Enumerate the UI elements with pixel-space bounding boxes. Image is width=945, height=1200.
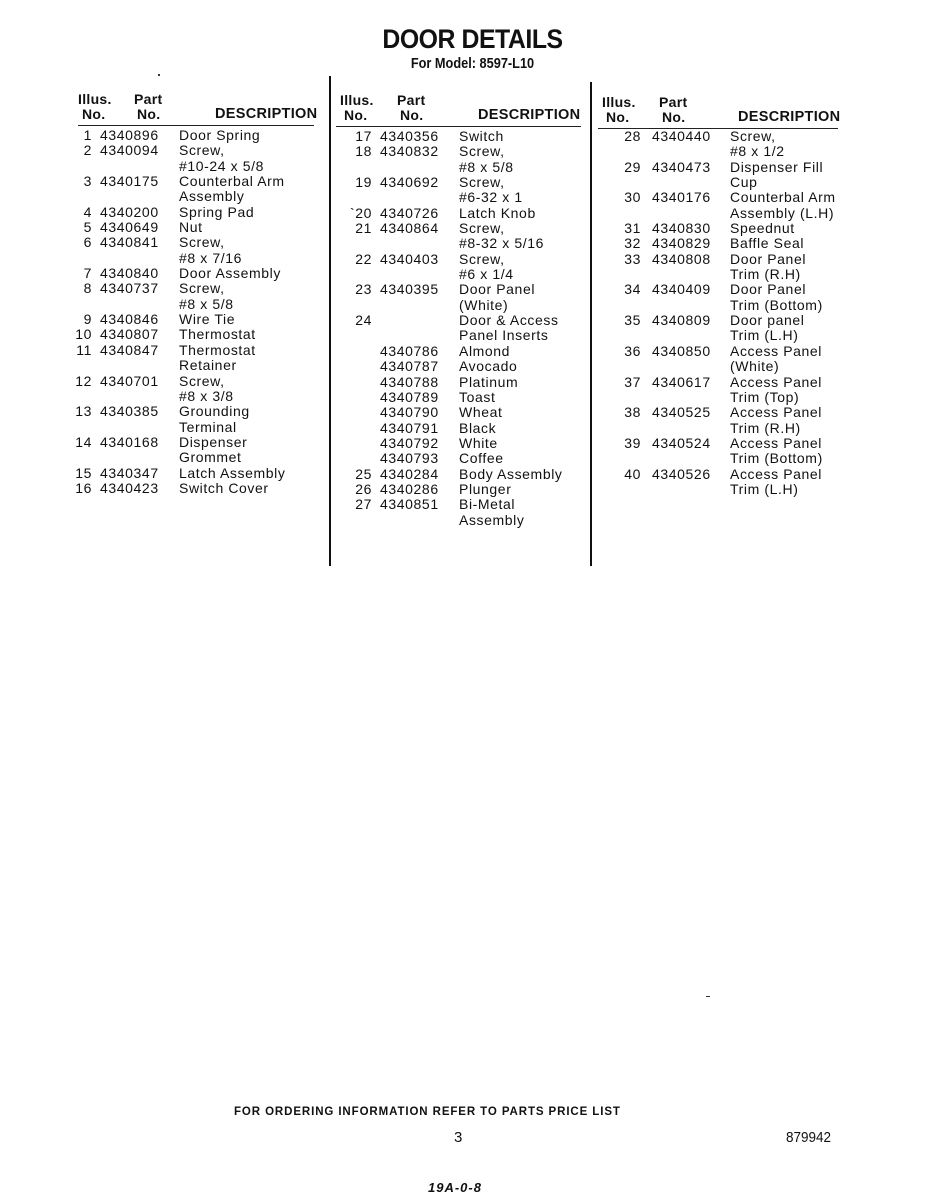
part-no-header-1: Part [134,91,163,107]
illus-number: 1 [83,127,92,143]
description-line: Trim (Bottom) [730,450,823,467]
description [730,467,822,498]
description-line: Wheat [459,404,503,421]
part-number: 4340808 [652,250,711,267]
part-number: 4340841 [100,234,159,251]
description [179,435,247,466]
illus-no-header-1: Illus. [78,91,112,107]
description-line: Platinum [459,373,519,390]
description-line: Cup [730,174,758,191]
description-line: White [459,434,498,451]
description-header: DESCRIPTION [738,109,841,125]
description [459,252,514,283]
scan-speck [158,74,160,76]
illus-number: 26 [355,480,372,497]
description-line: Assembly (L.H) [730,204,835,221]
part-number: 4340200 [100,203,159,220]
document-number: 879942 [786,1129,832,1146]
description-line: Screw, [459,174,505,191]
illus-no-header-2: No. [344,107,368,123]
part-number: 4340286 [380,480,439,497]
description-line: #6 x 1/4 [459,266,514,283]
part-number: 4340649 [100,219,159,236]
handwritten-note: 19A-0-8 [428,1180,482,1195]
illus-number: 19 [355,174,372,191]
description [179,327,256,342]
part-no-header-2: No. [662,109,686,125]
part-number: 4340526 [652,465,711,482]
description [179,312,235,327]
illus-number: 25 [355,465,372,482]
description [730,405,822,436]
description-line: Trim (Bottom) [730,296,823,313]
description [179,266,281,281]
description-line: Retainer [179,357,237,374]
illus-number: 35 [624,312,641,329]
description [179,235,242,266]
description-line: Door panel [730,312,805,329]
part-number: 4340175 [100,173,159,190]
description [179,466,285,481]
description [459,221,544,252]
description-line: Coffee [459,450,504,467]
description-line: Access Panel [730,465,823,482]
description [730,313,805,344]
description-line: (White) [459,296,509,313]
model-subtitle: For Model: 8597-L10 [410,55,535,72]
description-line: (White) [730,358,780,375]
description-line: Dispenser Fill [730,158,824,175]
description-line: #10-24 x 5/8 [179,157,265,174]
part-number: 4340423 [100,479,159,496]
part-number: 4340347 [100,464,159,481]
part-number: 4340701 [100,372,159,389]
description-line: Counterbal Arm [179,173,285,190]
illus-number: 11 [76,341,92,358]
illus-number: 2 [83,142,92,159]
part-number: 4340726 [380,204,439,221]
description [459,144,514,175]
description-line: #6-32 x 1 [459,189,523,206]
part-no-header-2: No. [400,107,424,123]
description-line: Wire Tie [179,311,236,328]
part-number: 4340385 [100,403,159,420]
description-line: #8 x 3/8 [179,387,234,404]
part-number: 4340793 [380,450,439,467]
description [459,313,559,344]
description-line: Screw, [179,234,225,251]
description [459,375,518,390]
description-line: Thermostat [179,326,256,343]
description-line: Black [459,419,497,436]
description-line: #8-32 x 5/16 [459,235,545,252]
description [459,390,495,405]
description-line: Spring Pad [179,203,255,220]
illus-number: 22 [355,250,372,267]
description-line: Screw, [730,128,776,144]
part-number: 4340896 [100,127,159,143]
illus-number: 21 [355,220,372,237]
illus-no-header-2: No. [82,106,106,122]
description-line: Terminal [179,418,237,435]
description-line: Trim (Top) [730,388,800,405]
part-number: 4340403 [380,250,439,267]
description-line: #8 x 1/2 [730,143,785,160]
part-number: 4340788 [380,373,439,390]
description-line: Nut [179,219,203,236]
description-line: Screw, [179,142,225,159]
description [730,344,822,375]
description-line: #8 x 5/8 [459,158,514,175]
part-number: 4340473 [652,158,711,175]
illus-number: 18 [355,143,372,160]
description [179,374,234,405]
illus-number: 14 [75,433,92,450]
part-number: 4340864 [380,220,439,237]
description [179,220,203,235]
part-number: 4340524 [652,434,711,451]
part-number: 4340809 [652,312,711,329]
illus-number: 40 [624,465,641,482]
column-divider [329,76,331,566]
part-number: 4340787 [380,358,439,375]
page-title: DOOR DETAILS [382,24,563,54]
description [179,174,285,205]
illus-number: 27 [355,496,372,513]
description-line: Switch [459,128,504,144]
part-number: 4340789 [380,388,439,405]
illus-number: 32 [624,235,641,252]
part-number: 4340395 [380,281,439,298]
illus-number: 5 [83,219,92,236]
part-number: 4340284 [380,465,439,482]
description-line: Latch Knob [459,204,536,221]
illus-number: 10 [75,326,92,343]
illus-number: 12 [75,372,92,389]
illus-number: 23 [355,281,372,298]
description [459,405,502,420]
description-line: #8 x 5/8 [179,295,234,312]
description [179,128,260,143]
description [459,175,523,206]
description-line: Almond [459,342,511,359]
description-line: Body Assembly [459,465,563,482]
description [179,205,254,220]
part-number: 4340829 [652,235,711,252]
part-number: 4340846 [100,311,159,328]
part-number: 4340791 [380,419,439,436]
part-no-header-1: Part [397,92,426,108]
description-line: Dispenser [179,433,248,450]
page-number: 3 [454,1129,463,1146]
part-number: 4340850 [652,342,711,359]
part-number: 4340830 [652,220,711,237]
description-line: Trim (R.H) [730,419,801,436]
illus-number: 7 [83,265,92,282]
description [179,404,250,435]
description [730,190,836,221]
description [459,282,535,313]
illus-number: 39 [624,434,641,451]
illus-number: 6 [83,234,92,251]
part-number: 4340847 [100,341,159,358]
part-number: 4340840 [100,265,159,282]
description [459,344,510,359]
description-line: Access Panel [730,404,823,421]
description [179,481,269,496]
illus-number: 15 [75,464,92,481]
part-number: 4340692 [380,174,439,191]
illus-no-header-2: No. [606,109,630,125]
scan-speck [706,996,710,997]
part-number: 4340807 [100,326,159,343]
illus-number: 30 [624,189,641,206]
description [730,160,823,191]
description-line: Screw, [179,280,225,297]
description [459,482,511,497]
description [730,375,822,406]
description-line: Door Panel [459,281,536,298]
part-number: 4340617 [652,373,711,390]
illus-number: 24 [355,312,372,329]
description [459,359,517,374]
description-line: Avocado [459,358,518,375]
description [459,497,524,528]
description-line: Door Spring [179,127,261,143]
column-divider [590,82,592,566]
illus-number: 16 [75,479,92,496]
part-number: 4340790 [380,404,439,421]
description-line: Grounding [179,403,250,420]
illus-number: `20 [349,204,372,221]
description-line: Panel Inserts [459,327,549,344]
description [730,129,785,160]
illus-number: 17 [355,128,372,144]
description-line: Speednut [730,220,795,237]
illus-number: 34 [624,281,641,298]
description-line: Door Panel [730,250,807,267]
illus-number: 31 [624,220,641,237]
illus-no-header-1: Illus. [340,92,374,108]
description [179,143,264,174]
illus-number: 13 [75,403,92,420]
part-no-header-1: Part [659,94,688,110]
description-line: Screw, [459,220,505,237]
ordering-note: FOR ORDERING INFORMATION REFER TO PARTS PRICE LIST [234,1106,621,1118]
description [730,252,806,283]
description [459,206,536,221]
part-number: 4340832 [380,143,439,160]
part-number: 4340786 [380,342,439,359]
description [459,421,496,436]
illus-number: 4 [83,203,92,220]
description-line: Trim (L.H) [730,480,799,497]
description-line: Door Panel [730,281,807,298]
illus-number: 33 [624,250,641,267]
description-header: DESCRIPTION [215,106,318,122]
description-line: Toast [459,388,496,405]
description-line: #8 x 7/16 [179,249,242,266]
illus-number: 3 [83,173,92,190]
description-line: Bi-Metal [459,496,516,513]
part-number: 4340094 [100,142,159,159]
part-number: 4340356 [380,128,439,144]
part-number: 4340525 [652,404,711,421]
description-line: Screw, [459,250,505,267]
part-number: 4340176 [652,189,711,206]
description [459,467,563,482]
part-number: 4340737 [100,280,159,297]
description [730,436,823,467]
illus-number: 28 [624,128,641,144]
description-header: DESCRIPTION [478,107,581,123]
description [730,236,804,251]
description-line: Screw, [179,372,225,389]
description-line: Plunger [459,480,512,497]
description-line: Trim (L.H) [730,327,799,344]
description-line: Thermostat [179,341,256,358]
illus-number: 29 [624,158,641,175]
part-no-header-2: No. [137,106,161,122]
description [179,343,256,374]
part-number: 4340168 [100,433,159,450]
illus-number: 37 [624,373,641,390]
description-line: Latch Assembly [179,464,286,481]
description-line: Access Panel [730,434,823,451]
illus-number: 8 [83,280,92,297]
description-line: Assembly [459,511,525,528]
description [459,436,498,451]
description-line: Baffle Seal [730,235,805,252]
description [179,281,234,312]
description-line: Screw, [459,143,505,160]
header-rule [336,126,581,127]
description-line: Door & Access [459,312,559,329]
description-line: Access Panel [730,373,823,390]
description-line: Counterbal Arm [730,189,836,206]
description [459,451,504,466]
description [459,129,504,144]
description [730,221,795,236]
part-number: 4340440 [652,128,711,144]
part-number: 4340409 [652,281,711,298]
description-line: Access Panel [730,342,823,359]
description-line: Grommet [179,449,242,466]
part-number: 4340851 [380,496,439,513]
illus-no-header-1: Illus. [602,94,636,110]
description [730,282,823,313]
description-line: Door Assembly [179,265,281,282]
header-rule [78,125,314,126]
illus-number: 36 [624,342,641,359]
description-line: Switch Cover [179,479,269,496]
description-line: Trim (R.H) [730,266,801,283]
part-number: 4340792 [380,434,439,451]
description-line: Assembly [179,188,245,205]
illus-number: 9 [83,311,92,328]
illus-number: 38 [624,404,641,421]
